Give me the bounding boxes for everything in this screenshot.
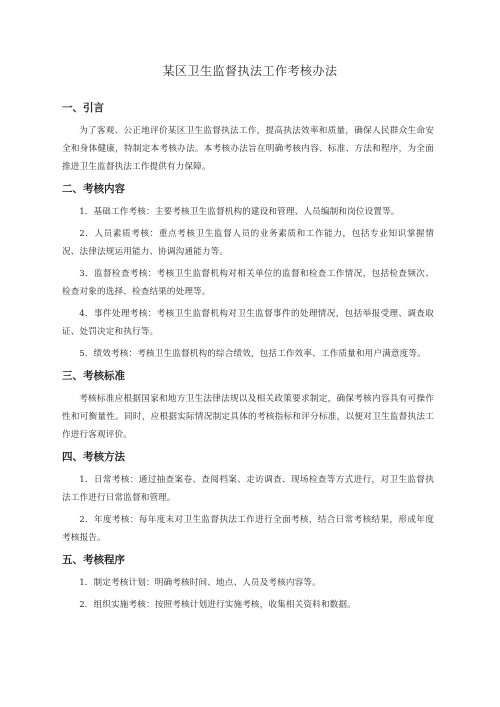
paragraph: 1．基础工作考核：主要考核卫生监督机构的建设和管理、人员编制和岗位设置等。 bbox=[79, 207, 400, 217]
section-assessment-standards bbox=[62, 368, 434, 444]
paragraph: 3．监督检查考核：考核卫生监督机构对相关单位的监督和检查工作情况，包括检查频次、检查对象的选择、检查结果的处理等。 bbox=[62, 269, 434, 297]
section-heading: 五、考核程序 bbox=[62, 554, 125, 566]
paragraph: 1．日常考核：通过抽查案卷、查阅档案、走访调查、现场检查等方式进行，对卫生监督执法工作进行日常监督和管理。 bbox=[62, 475, 434, 503]
paragraph: 5．绩效考核：考核卫生监督机构的综合绩效，包括工作效率、工作质量和用户满意度等。 bbox=[79, 349, 426, 359]
section-heading: 一、引言 bbox=[62, 102, 104, 114]
section-assessment-methods bbox=[62, 449, 434, 547]
paragraph: 为了客观、公正地评价某区卫生监督执法工作，提高执法效率和质量，确保人民群众生命安全和身体健康，特制定本考核办法。本考核办法旨在明确考核内容、标准、方法和程序，为全面推进卫生监督执法工作提供有力保障。 bbox=[62, 126, 434, 172]
section-heading: 三、考核标准 bbox=[62, 370, 125, 382]
paragraph: 2．年度考核：每年度末对卫生监督执法工作进行全面考核，结合日常考核结果，形成年度考核报告。 bbox=[62, 515, 434, 543]
document-body bbox=[62, 100, 434, 619]
paragraph: 2．人员素质考核：重点考核卫生监督人员的业务素质和工作能力，包括专业知识掌握情况、法律法规运用能力、协调沟通能力等。 bbox=[62, 229, 434, 257]
paragraph: 2．组织实施考核：按照考核计划进行实施考核，收集相关资料和数据。 bbox=[79, 600, 356, 610]
section-assessment-procedure bbox=[62, 552, 434, 614]
paragraph: 4．事件处理考核：考核卫生监督机构对卫生监督事件的处理情况，包括举报受理、调查取证、处罚决定和执行等。 bbox=[62, 309, 434, 337]
section-heading: 二、考核内容 bbox=[62, 183, 125, 195]
document-title: 某区卫生监督执法工作考核办法 bbox=[162, 64, 338, 78]
paragraph: 1．制定考核计划：明确考核时间、地点、人员及考核内容等。 bbox=[79, 578, 321, 588]
section-introduction bbox=[62, 100, 434, 176]
paragraph: 考核标准应根据国家和地方卫生法律法规以及相关政策要求制定，确保考核内容具有可操作性和可衡量性。同时，应根据实际情况制定具体的考核指标和评分标准，以便对卫生监督执法工作进行客观评价。 bbox=[62, 394, 434, 440]
section-assessment-content bbox=[62, 181, 434, 363]
section-heading: 四、考核方法 bbox=[62, 451, 125, 463]
